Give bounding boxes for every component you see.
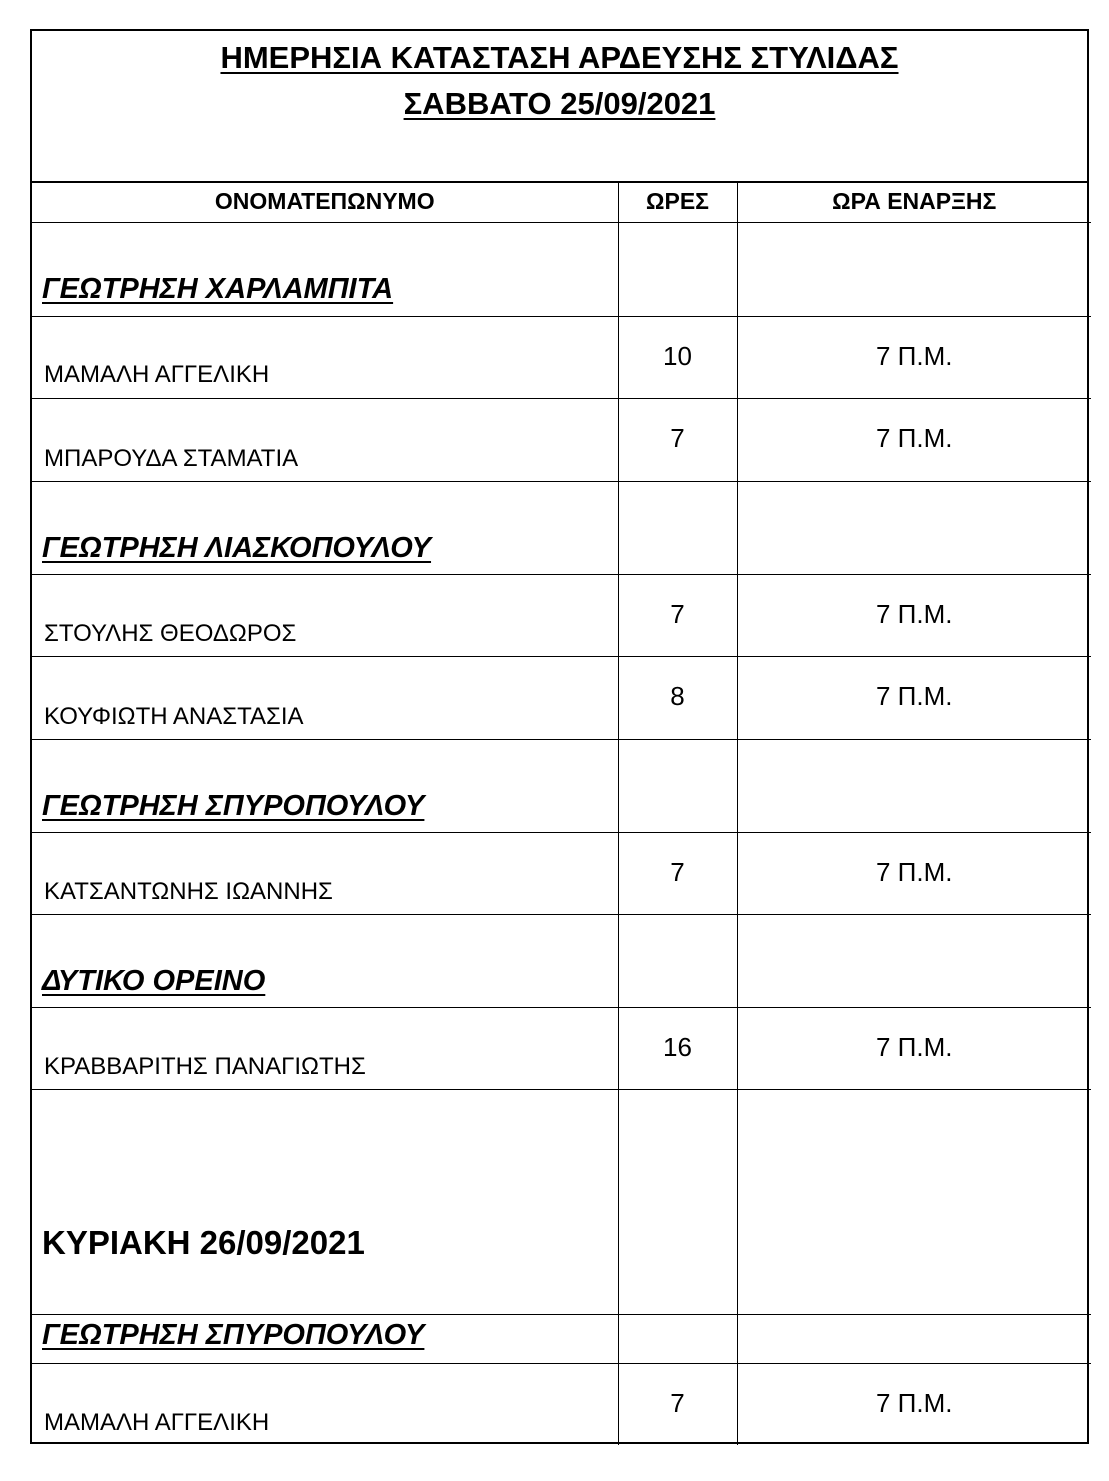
irrigation-schedule-document <box>30 29 1089 1444</box>
hours-value: 10 <box>663 340 692 371</box>
start-time-value: 7 Π.Μ. <box>875 1387 953 1418</box>
section-title: ΓΕΩΤΡΗΣΗ ΣΠΥΡΟΠΟΥΛΟΥ <box>42 1318 425 1351</box>
schedule-table <box>32 181 1091 1445</box>
person-name: ΚΑΤΣΑΝΤΩΝΗΣ ΙΩΑΝΝΗΣ <box>44 877 333 905</box>
start-time-value: 7 Π.Μ. <box>875 856 953 887</box>
document-date: ΣΑΒΒΑΤΟ 25/09/2021 <box>403 86 716 121</box>
person-name: ΣΤΟΥΛΗΣ ΘΕΟΔΩΡΟΣ <box>44 619 297 647</box>
person-name: ΜΑΜΑΛΗ ΑΓΓΕΛΙΚΗ <box>44 360 270 388</box>
section-row <box>32 739 1091 832</box>
hours-value: 7 <box>670 856 685 887</box>
table-row <box>32 1363 1091 1445</box>
document-title: ΗΜΕΡΗΣΙΑ ΚΑΤΑΣΤΑΣΗ ΑΡΔΕΥΣΗΣ ΣΤΥΛΙΔΑΣ <box>220 40 899 75</box>
section-row <box>32 222 1091 316</box>
column-header-name: ΟΝΟΜΑΤΕΠΩΝΥΜΟ <box>32 181 618 222</box>
table-row <box>32 656 1091 739</box>
start-time-value: 7 Π.Μ. <box>875 680 953 711</box>
day-row <box>32 1089 1091 1314</box>
hours-value: 16 <box>663 1031 692 1062</box>
section-row <box>32 1314 1091 1363</box>
person-name: ΚΟΥΦΙΩΤΗ ΑΝΑΣΤΑΣΙΑ <box>44 702 304 730</box>
start-time-value: 7 Π.Μ. <box>875 340 953 371</box>
column-header-hours: ΩΡΕΣ <box>618 181 737 222</box>
section-row <box>32 914 1091 1007</box>
person-name: ΜΠΑΡΟΥΔΑ ΣΤΑΜΑΤΙΑ <box>44 444 299 472</box>
section-title: ΔΥΤΙΚΟ ΟΡΕΙΝΟ <box>42 964 266 997</box>
section-title: ΓΕΩΤΡΗΣΗ ΧΑΡΛΑΜΠΙΤΑ <box>42 272 394 305</box>
table-header-row <box>32 181 1091 222</box>
hours-value: 7 <box>670 422 685 453</box>
hours-value: 7 <box>670 1387 685 1418</box>
document-header <box>32 31 1087 183</box>
column-header-start-time: ΩΡΑ ΕΝΑΡΞΗΣ <box>737 181 1091 222</box>
start-time-value: 7 Π.Μ. <box>875 1031 953 1062</box>
person-name: ΜΑΜΑΛΗ ΑΓΓΕΛΙΚΗ <box>44 1408 270 1436</box>
start-time-value: 7 Π.Μ. <box>875 598 953 629</box>
table-row <box>32 574 1091 656</box>
table-row <box>32 832 1091 914</box>
table-row <box>32 316 1091 398</box>
day-title: ΚΥΡΙΑΚΗ 26/09/2021 <box>42 1223 365 1261</box>
hours-value: 8 <box>670 680 685 711</box>
section-title: ΓΕΩΤΡΗΣΗ ΛΙΑΣΚΟΠΟΥΛΟΥ <box>42 531 432 564</box>
hours-value: 7 <box>670 598 685 629</box>
table-row <box>32 398 1091 481</box>
section-title: ΓΕΩΤΡΗΣΗ ΣΠΥΡΟΠΟΥΛΟΥ <box>42 789 425 822</box>
person-name: ΚΡΑΒΒΑΡΙΤΗΣ ΠΑΝΑΓΙΩΤΗΣ <box>44 1052 366 1080</box>
table-row <box>32 1007 1091 1089</box>
start-time-value: 7 Π.Μ. <box>875 422 953 453</box>
section-row <box>32 481 1091 574</box>
